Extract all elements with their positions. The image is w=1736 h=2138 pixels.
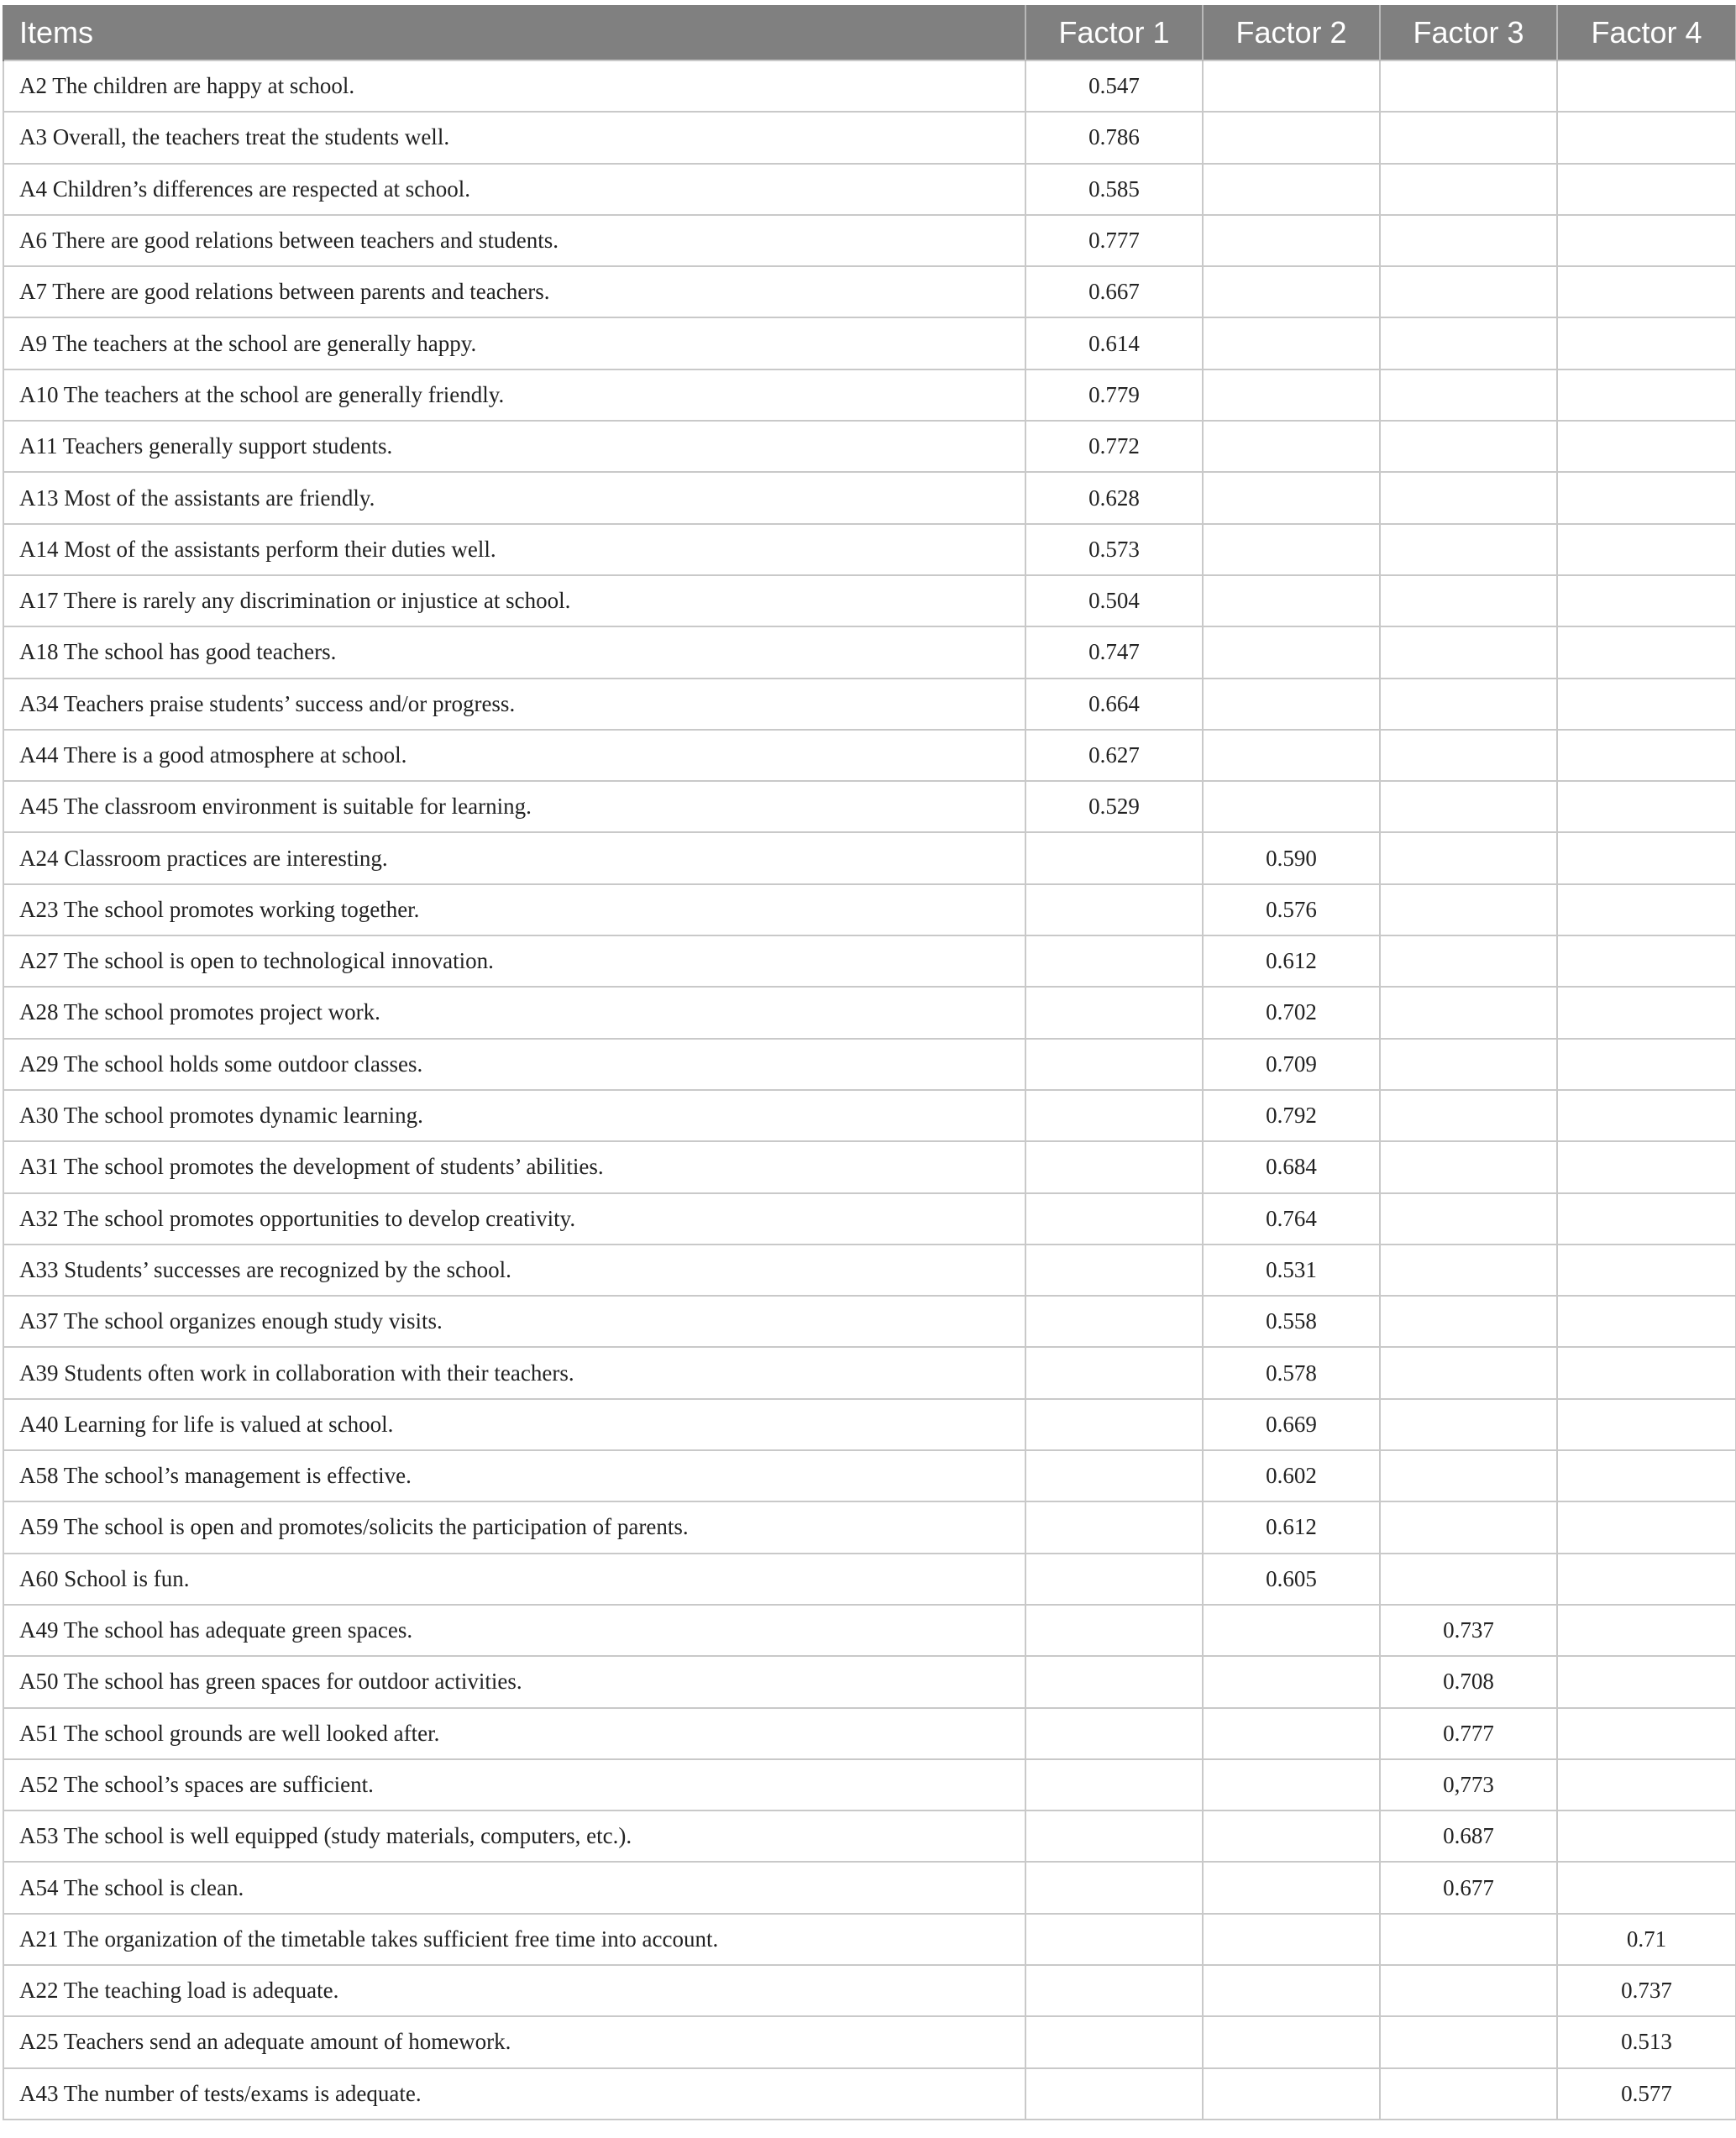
table-row [3,575,1736,626]
factor-2-loading-cell: 0.612 [1203,935,1380,987]
table-row [3,266,1736,317]
factor-2-loading-cell [1203,164,1380,215]
factor-1-loading-cell [1025,884,1203,935]
factor-1-loading-cell: 0.779 [1025,369,1203,421]
factor-3-loading-cell [1380,884,1557,935]
factor-1-loading-cell [1025,1141,1203,1192]
factor-2-loading-cell [1203,730,1380,781]
factor-2-loading-cell [1203,1810,1380,1862]
factor-4-loading-cell [1557,524,1736,575]
header-row [3,5,1736,60]
factor-1-loading-cell: 0.585 [1025,164,1203,215]
factor-4-loading-cell [1557,1347,1736,1398]
factor-4-loading-cell [1557,1554,1736,1605]
factor-4-loading-cell: 0.513 [1557,2016,1736,2067]
table-row [3,2016,1736,2067]
factor-2-loading-cell [1203,369,1380,421]
factor-1-loading-cell [1025,987,1203,1038]
factor-4-loading-cell [1557,626,1736,678]
table-row [3,1090,1736,1141]
table-row [3,1656,1736,1707]
factor-1-loading-cell [1025,935,1203,987]
factor-3-loading-cell [1380,832,1557,883]
factor-3-loading-cell [1380,1347,1557,1398]
table-row [3,781,1736,832]
item-cell: A34 Teachers praise students’ success and/or progress. [3,679,1025,730]
factor-1-loading-cell [1025,1965,1203,2016]
factor-1-loading-cell: 0.664 [1025,679,1203,730]
factor-3-loading-cell [1380,935,1557,987]
factor-3-loading-cell [1380,60,1557,112]
item-cell: A39 Students often work in collaboration with their teachers. [3,1347,1025,1398]
item-cell: A17 There is rarely any discrimination or injustice at school. [3,575,1025,626]
table-row [3,472,1736,523]
factor-4-loading-cell [1557,1759,1736,1810]
factor-3-loading-cell [1380,112,1557,163]
factor-3-loading-cell [1380,1141,1557,1192]
factor-1-loading-cell: 0.614 [1025,317,1203,369]
item-cell: A60 School is fun. [3,1554,1025,1605]
table-row [3,832,1736,883]
table-row [3,1914,1736,1965]
item-cell: A40 Learning for life is valued at school. [3,1399,1025,1450]
factor-2-loading-cell [1203,1914,1380,1965]
table-body [3,60,1736,2120]
factor-3-loading-cell [1380,730,1557,781]
factor-3-loading-cell [1380,575,1557,626]
factor-1-loading-cell [1025,1039,1203,1090]
item-cell: A54 The school is clean. [3,1862,1025,1913]
table-row [3,1810,1736,1862]
table-row [3,215,1736,266]
factor-3-loading-cell [1380,317,1557,369]
factor-2-loading-cell: 0.558 [1203,1296,1380,1347]
factor-2-loading-cell: 0.792 [1203,1090,1380,1141]
factor-2-loading-cell [1203,524,1380,575]
factor-2-loading-cell [1203,2068,1380,2120]
table-row [3,1965,1736,2016]
factor-2-loading-cell [1203,60,1380,112]
factor-3-loading-cell [1380,1554,1557,1605]
factor-4-loading-cell [1557,1399,1736,1450]
factor-2-loading-cell [1203,1605,1380,1656]
factor-4-loading-cell: 0.737 [1557,1965,1736,2016]
factor-4-loading-cell: 0.71 [1557,1914,1736,1965]
factor-4-loading-cell [1557,1090,1736,1141]
factor-4-loading-cell [1557,1450,1736,1501]
factor-3-loading-cell [1380,164,1557,215]
factor-1-loading-cell [1025,1090,1203,1141]
item-cell: A32 The school promotes opportunities to develop creativity. [3,1193,1025,1245]
table-row [3,626,1736,678]
factor-4-loading-cell [1557,679,1736,730]
item-cell: A14 Most of the assistants perform their duties well. [3,524,1025,575]
factor-3-loading-cell [1380,1501,1557,1553]
header-factor-4: Factor 4 [1557,5,1736,60]
item-cell: A30 The school promotes dynamic learning. [3,1090,1025,1141]
factor-1-loading-cell [1025,1759,1203,1810]
factor-1-loading-cell [1025,1708,1203,1759]
factor-4-loading-cell [1557,832,1736,883]
factor-2-loading-cell: 0.605 [1203,1554,1380,1605]
table-row [3,1399,1736,1450]
item-cell: A53 The school is well equipped (study materials, computers, etc.). [3,1810,1025,1862]
factor-4-loading-cell [1557,317,1736,369]
factor-2-loading-cell: 0.602 [1203,1450,1380,1501]
factor-2-loading-cell: 0.612 [1203,1501,1380,1553]
factor-4-loading-cell [1557,60,1736,112]
table-row [3,2068,1736,2120]
factor-2-loading-cell [1203,266,1380,317]
item-cell: A4 Children’s differences are respected at school. [3,164,1025,215]
header-factor-2: Factor 2 [1203,5,1380,60]
factor-3-loading-cell [1380,1399,1557,1450]
table-row [3,317,1736,369]
header-items: Items [3,5,1025,60]
factor-4-loading-cell [1557,1708,1736,1759]
factor-2-loading-cell [1203,472,1380,523]
factor-1-loading-cell [1025,1450,1203,1501]
factor-3-loading-cell [1380,2016,1557,2067]
table-row [3,1554,1736,1605]
factor-3-loading-cell [1380,369,1557,421]
factor-2-loading-cell [1203,626,1380,678]
factor-1-loading-cell [1025,1554,1203,1605]
factor-2-loading-cell: 0.576 [1203,884,1380,935]
item-cell: A43 The number of tests/exams is adequate. [3,2068,1025,2120]
table-row [3,1141,1736,1192]
factor-3-loading-cell [1380,215,1557,266]
item-cell: A50 The school has green spaces for outdoor activities. [3,1656,1025,1707]
factor-4-loading-cell [1557,1039,1736,1090]
factor-2-loading-cell [1203,1708,1380,1759]
factor-2-loading-cell [1203,215,1380,266]
factor-1-loading-cell [1025,1193,1203,1245]
item-cell: A10 The teachers at the school are generally friendly. [3,369,1025,421]
item-cell: A37 The school organizes enough study visits. [3,1296,1025,1347]
item-cell: A2 The children are happy at school. [3,60,1025,112]
factor-1-loading-cell: 0.573 [1025,524,1203,575]
factor-4-loading-cell [1557,1141,1736,1192]
factor-4-loading-cell [1557,730,1736,781]
factor-1-loading-cell: 0.786 [1025,112,1203,163]
factor-4-loading-cell: 0.577 [1557,2068,1736,2120]
item-cell: A11 Teachers generally support students. [3,421,1025,472]
factor-4-loading-cell [1557,884,1736,935]
factor-3-loading-cell [1380,987,1557,1038]
item-cell: A44 There is a good atmosphere at school. [3,730,1025,781]
factor-4-loading-cell [1557,215,1736,266]
item-cell: A31 The school promotes the development of students’ abilities. [3,1141,1025,1192]
table-row [3,1501,1736,1553]
factor-4-loading-cell [1557,1656,1736,1707]
table-row [3,1296,1736,1347]
factor-2-loading-cell: 0.709 [1203,1039,1380,1090]
factor-1-loading-cell [1025,1605,1203,1656]
factor-2-loading-cell: 0.669 [1203,1399,1380,1450]
factor-3-loading-cell [1380,1965,1557,2016]
item-cell: A51 The school grounds are well looked after. [3,1708,1025,1759]
factor-3-loading-cell [1380,781,1557,832]
table-row [3,1605,1736,1656]
factor-3-loading-cell [1380,1245,1557,1296]
factor-2-loading-cell [1203,1759,1380,1810]
header-factor-1: Factor 1 [1025,5,1203,60]
factor-2-loading-cell [1203,2016,1380,2067]
factor-1-loading-cell [1025,1296,1203,1347]
factor-3-loading-cell [1380,1914,1557,1965]
factor-1-loading-cell: 0.628 [1025,472,1203,523]
item-cell: A21 The organization of the timetable takes sufficient free time into account. [3,1914,1025,1965]
factor-3-loading-cell: 0.777 [1380,1708,1557,1759]
table-row [3,1862,1736,1913]
factor-2-loading-cell [1203,1656,1380,1707]
factor-4-loading-cell [1557,1245,1736,1296]
factor-1-loading-cell [1025,1399,1203,1450]
table-row [3,987,1736,1038]
table-row [3,421,1736,472]
factor-3-loading-cell: 0.677 [1380,1862,1557,1913]
item-cell: A28 The school promotes project work. [3,987,1025,1038]
factor-2-loading-cell: 0.702 [1203,987,1380,1038]
item-cell: A22 The teaching load is adequate. [3,1965,1025,2016]
factor-3-loading-cell [1380,1090,1557,1141]
factor-1-loading-cell [1025,1501,1203,1553]
factor-1-loading-cell [1025,1245,1203,1296]
factor-4-loading-cell [1557,575,1736,626]
factor-1-loading-cell: 0.667 [1025,266,1203,317]
item-cell: A27 The school is open to technological innovation. [3,935,1025,987]
table-row [3,1347,1736,1398]
table-row [3,679,1736,730]
table-row [3,1450,1736,1501]
table-row [3,1193,1736,1245]
factor-3-loading-cell [1380,472,1557,523]
factor-4-loading-cell [1557,1501,1736,1553]
item-cell: A13 Most of the assistants are friendly. [3,472,1025,523]
factor-4-loading-cell [1557,781,1736,832]
table-row [3,1039,1736,1090]
factor-3-loading-cell: 0.708 [1380,1656,1557,1707]
header-factor-3: Factor 3 [1380,5,1557,60]
item-cell: A9 The teachers at the school are generally happy. [3,317,1025,369]
factor-3-loading-cell [1380,524,1557,575]
factor-1-loading-cell [1025,2068,1203,2120]
factor-2-loading-cell [1203,679,1380,730]
table-row [3,369,1736,421]
factor-4-loading-cell [1557,987,1736,1038]
factor-2-loading-cell: 0.578 [1203,1347,1380,1398]
factor-1-loading-cell: 0.504 [1025,575,1203,626]
table-row [3,884,1736,935]
factor-3-loading-cell [1380,2068,1557,2120]
item-cell: A3 Overall, the teachers treat the students well. [3,112,1025,163]
factor-3-loading-cell [1380,421,1557,472]
item-cell: A59 The school is open and promotes/solicits the participation of parents. [3,1501,1025,1553]
factor-1-loading-cell: 0.547 [1025,60,1203,112]
item-cell: A25 Teachers send an adequate amount of homework. [3,2016,1025,2067]
table-row [3,935,1736,987]
factor-3-loading-cell [1380,679,1557,730]
factor-loadings-table [3,5,1736,2120]
factor-4-loading-cell [1557,1193,1736,1245]
factor-3-loading-cell [1380,1450,1557,1501]
table-row [3,524,1736,575]
factor-4-loading-cell [1557,1605,1736,1656]
factor-1-loading-cell: 0.747 [1025,626,1203,678]
factor-4-loading-cell [1557,112,1736,163]
factor-4-loading-cell [1557,1862,1736,1913]
factor-4-loading-cell [1557,935,1736,987]
factor-2-loading-cell [1203,317,1380,369]
factor-4-loading-cell [1557,472,1736,523]
factor-3-loading-cell [1380,1296,1557,1347]
factor-2-loading-cell: 0.531 [1203,1245,1380,1296]
factor-3-loading-cell: 0.737 [1380,1605,1557,1656]
factor-3-loading-cell [1380,1193,1557,1245]
table-row [3,1708,1736,1759]
factor-1-loading-cell: 0.627 [1025,730,1203,781]
factor-3-loading-cell: 0.687 [1380,1810,1557,1862]
factor-1-loading-cell [1025,2016,1203,2067]
factor-3-loading-cell [1380,1039,1557,1090]
table-header [3,5,1736,60]
factor-4-loading-cell [1557,369,1736,421]
table-row [3,112,1736,163]
factor-2-loading-cell [1203,1862,1380,1913]
item-cell: A45 The classroom environment is suitable for learning. [3,781,1025,832]
factor-2-loading-cell [1203,1965,1380,2016]
factor-4-loading-cell [1557,1810,1736,1862]
factor-1-loading-cell: 0.529 [1025,781,1203,832]
factor-3-loading-cell [1380,626,1557,678]
item-cell: A24 Classroom practices are interesting. [3,832,1025,883]
factor-4-loading-cell [1557,421,1736,472]
factor-3-loading-cell [1380,266,1557,317]
item-cell: A33 Students’ successes are recognized by the school. [3,1245,1025,1296]
factor-4-loading-cell [1557,266,1736,317]
factor-2-loading-cell [1203,421,1380,472]
factor-4-loading-cell [1557,1296,1736,1347]
factor-1-loading-cell [1025,1656,1203,1707]
factor-3-loading-cell: 0,773 [1380,1759,1557,1810]
factor-4-loading-cell [1557,164,1736,215]
factor-2-loading-cell [1203,575,1380,626]
item-cell: A49 The school has adequate green spaces. [3,1605,1025,1656]
item-cell: A52 The school’s spaces are sufficient. [3,1759,1025,1810]
factor-2-loading-cell: 0.764 [1203,1193,1380,1245]
factor-1-loading-cell [1025,1862,1203,1913]
table-row [3,1759,1736,1810]
item-cell: A58 The school’s management is effective. [3,1450,1025,1501]
item-cell: A18 The school has good teachers. [3,626,1025,678]
factor-1-loading-cell: 0.772 [1025,421,1203,472]
item-cell: A29 The school holds some outdoor classes. [3,1039,1025,1090]
factor-1-loading-cell [1025,1914,1203,1965]
item-cell: A7 There are good relations between parents and teachers. [3,266,1025,317]
table-row [3,60,1736,112]
table-row [3,1245,1736,1296]
factor-1-loading-cell [1025,1347,1203,1398]
factor-2-loading-cell: 0.590 [1203,832,1380,883]
table-row [3,164,1736,215]
factor-1-loading-cell [1025,1810,1203,1862]
item-cell: A23 The school promotes working together. [3,884,1025,935]
factor-2-loading-cell: 0.684 [1203,1141,1380,1192]
item-cell: A6 There are good relations between teachers and students. [3,215,1025,266]
factor-2-loading-cell [1203,781,1380,832]
factor-1-loading-cell: 0.777 [1025,215,1203,266]
factor-2-loading-cell [1203,112,1380,163]
factor-1-loading-cell [1025,832,1203,883]
table-row [3,730,1736,781]
